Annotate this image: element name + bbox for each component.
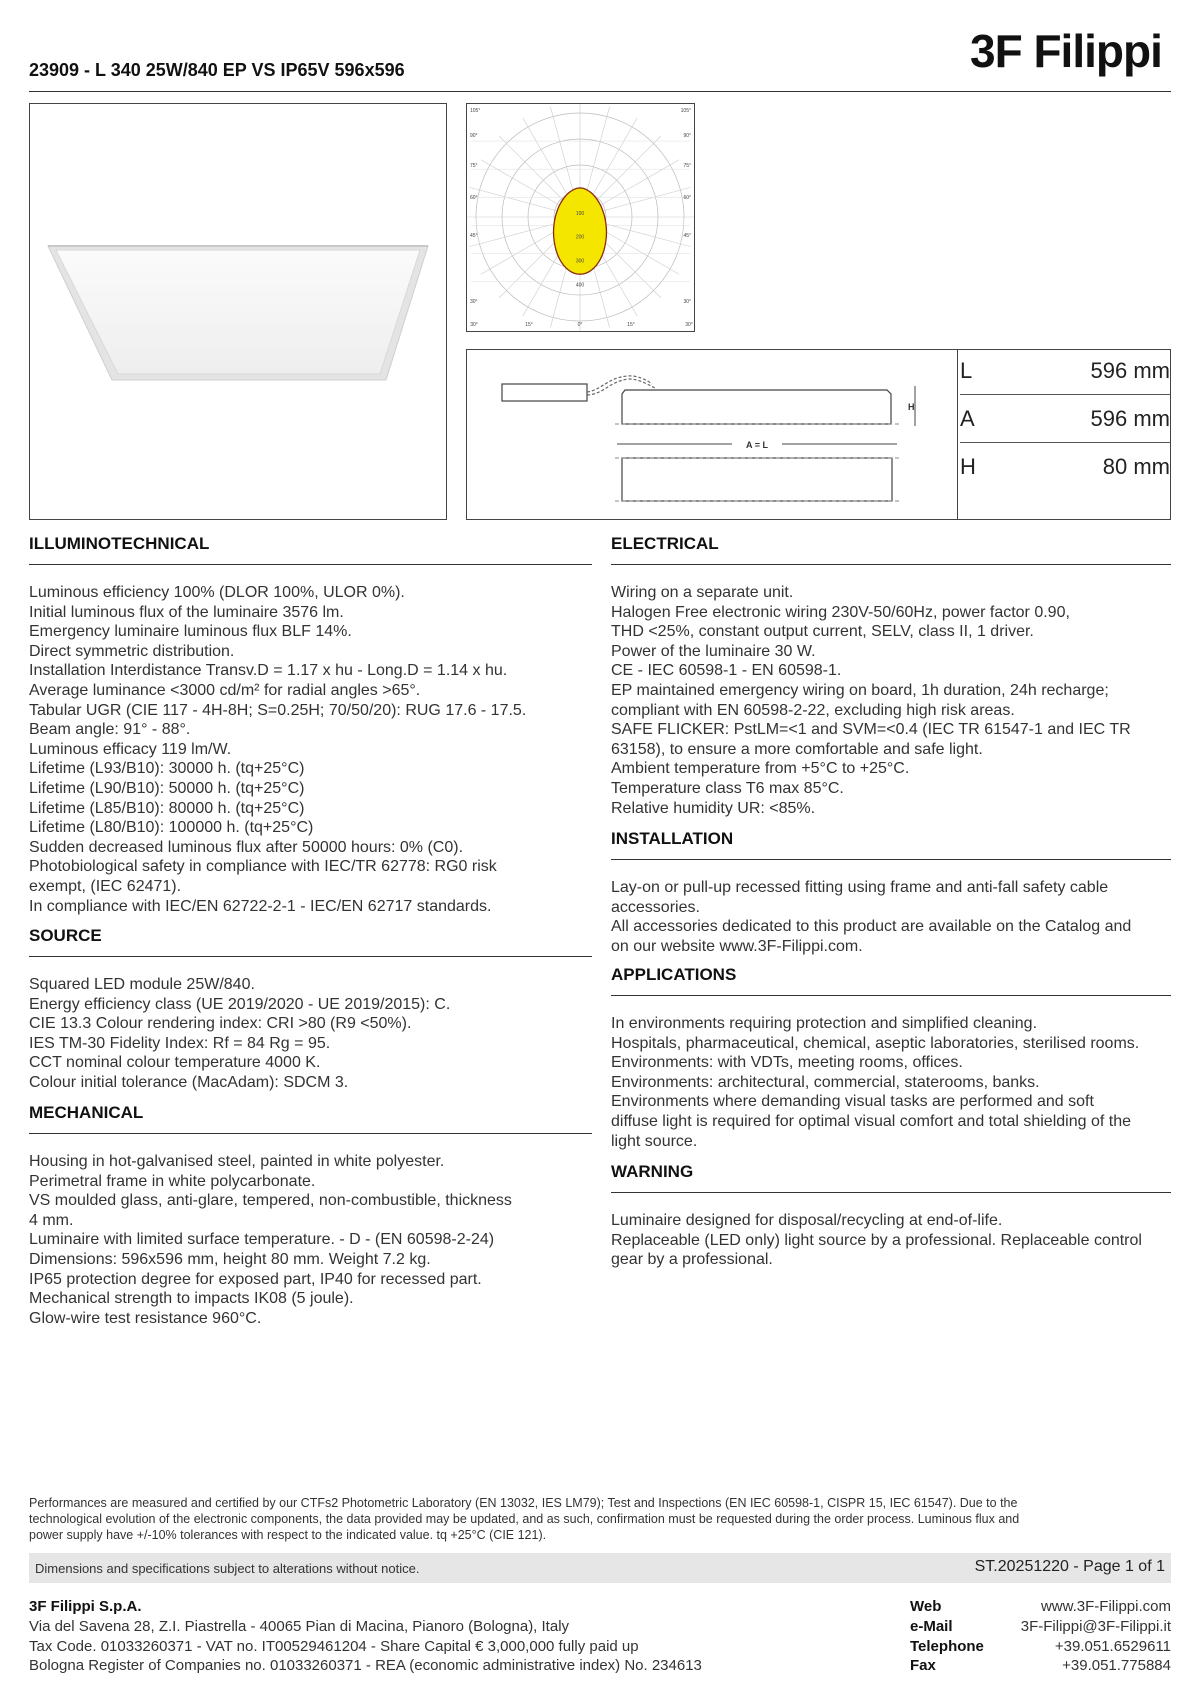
spec-line: Lifetime (L90/B10): 50000 h. (tq+25°C) xyxy=(29,779,305,797)
polar-angle-label: 75° xyxy=(683,163,691,169)
contact-label: Web xyxy=(910,1598,942,1615)
spec-line: Beam angle: 91° - 88°. xyxy=(29,721,191,739)
dimension-row-l xyxy=(960,347,1170,395)
spec-line: Colour initial tolerance (MacAdam): SDCM 3. xyxy=(29,1073,349,1091)
spec-line: 4 mm. xyxy=(29,1211,74,1229)
spec-line: Luminaire designed for disposal/recycling at end-of-life. xyxy=(611,1212,1003,1229)
page-title: 23909 - L 340 25W/840 EP VS IP65V 596x596 xyxy=(29,60,405,80)
polar-chart-frame xyxy=(466,103,695,332)
polar-intensity-chart xyxy=(467,104,694,331)
polar-angle-label: 75° xyxy=(470,163,478,169)
polar-angle-label: 30° xyxy=(683,299,691,305)
spec-line: on our website www.3F-Filippi.com. xyxy=(611,937,863,955)
polar-angle-label: 30° xyxy=(685,322,693,328)
spec-line: Environments: architectural, commercial, staterooms, banks. xyxy=(611,1073,1040,1091)
spec-line: SAFE FLICKER: PstLM=<1 and SVM=<0.4 (IEC TR 61547-1 and IEC TR xyxy=(611,721,1131,739)
spec-line: Ambient temperature from +5°C to +25°C. xyxy=(611,760,910,778)
section-title: WARNING xyxy=(611,1162,1171,1193)
spec-line: 63158), to ensure a more comfortable and safe light. xyxy=(611,740,983,758)
polar-radial-label: 400 xyxy=(575,282,585,289)
spec-line: In compliance with IEC/EN 62722-2-1 - IEC/EN 62717 standards. xyxy=(29,897,492,915)
spec-line: Wiring on a separate unit. xyxy=(611,584,794,601)
contact-label: Fax xyxy=(910,1657,936,1675)
spec-line: All accessories dedicated to this product are available on the Catalog and xyxy=(611,918,1132,936)
spec-line: Lay-on or pull-up recessed fitting using frame and anti-fall safety cable xyxy=(611,879,1109,896)
company-tax: Tax Code. 01033260371 - VAT no. IT00529461204 - Share Capital € 3,000,000 fully paid up xyxy=(29,1637,639,1655)
polar-angle-label: 105° xyxy=(470,108,481,114)
section-body xyxy=(29,583,592,916)
top-view-shape xyxy=(622,458,892,501)
polar-angle-label: 0° xyxy=(577,322,583,328)
section-body xyxy=(611,1014,1171,1151)
spec-line: Squared LED module 25W/840. xyxy=(29,976,255,993)
spec-line: EP maintained emergency wiring on board, 1h duration, 24h recharge; xyxy=(611,681,1109,699)
section-title: SOURCE xyxy=(29,926,592,957)
spec-line: In environments requiring protection and simplified cleaning. xyxy=(611,1015,1038,1032)
spec-line: CIE 13.3 Colour rendering index: CRI >80 (R9 <50%). xyxy=(29,1015,412,1033)
section-title: ELECTRICAL xyxy=(611,534,1171,565)
driver-unit-shape xyxy=(502,384,587,401)
polar-angle-label: 90° xyxy=(470,133,478,139)
polar-angle-label: 15° xyxy=(525,322,533,328)
section-body xyxy=(611,878,1171,956)
side-profile-shape xyxy=(622,390,891,424)
spec-line: Mechanical strength to impacts IK08 (5 joule). xyxy=(29,1290,354,1308)
section-title: ILLUMINOTECHNICAL xyxy=(29,534,592,565)
spec-line: Environments where demanding visual tasks are performed and soft xyxy=(611,1093,1094,1111)
dimension-value: 596 mm xyxy=(1090,405,1170,431)
contact-web xyxy=(910,1597,1171,1617)
contact-fax xyxy=(910,1656,1171,1676)
polar-angle-label: 30° xyxy=(470,322,478,328)
spec-line: Power of the luminaire 30 W. xyxy=(611,642,816,660)
spec-line: Lifetime (L80/B10): 100000 h. (tq+25°C) xyxy=(29,819,314,837)
height-label: H xyxy=(908,402,915,412)
document-reference: ST.20251220 - Page 1 of 1 xyxy=(974,1558,1165,1575)
spec-line: Luminaire with limited surface temperature. - D - (EN 60598-2-24) xyxy=(29,1231,495,1249)
company-address: Via del Savena 28, Z.I. Piastrella - 40065 Pian di Macina, Pianoro (Bologna), Italy xyxy=(29,1617,570,1635)
spec-line: Housing in hot-galvanised steel, painted in white polyester. xyxy=(29,1153,445,1170)
section-body xyxy=(29,1152,592,1328)
spec-line: compliant with EN 60598-2-22, excluding high risk areas. xyxy=(611,701,1015,719)
company-name: 3F Filippi S.p.A. xyxy=(29,1598,142,1615)
dimensions-table xyxy=(960,347,1170,490)
spec-line: Hospitals, pharmaceutical, chemical, aseptic laboratories, sterilised rooms. xyxy=(611,1034,1140,1052)
spec-line: Sudden decreased luminous flux after 50000 hours: 0% (C0). xyxy=(29,838,464,856)
width-label: A = L xyxy=(746,440,768,450)
dimension-row-h xyxy=(960,443,1170,490)
spec-line: Perimetral frame in white polycarbonate. xyxy=(29,1172,316,1190)
section-electrical xyxy=(611,534,1171,818)
spec-line: Installation Interdistance Transv.D = 1.17 x hu - Long.D = 1.14 x hu. xyxy=(29,662,508,680)
section-title: INSTALLATION xyxy=(611,829,1171,860)
spec-line: Temperature class T6 max 85°C. xyxy=(611,779,844,797)
notice-text: Dimensions and specifications subject to alterations without notice. xyxy=(35,1561,420,1576)
spec-line: Glow-wire test resistance 960°C. xyxy=(29,1309,262,1327)
polar-radial-label: 100 xyxy=(575,210,585,217)
section-body xyxy=(611,583,1171,818)
web-link[interactable]: www.3F-Filippi.com xyxy=(1040,1598,1171,1615)
fax-value: +39.051.775884 xyxy=(1062,1657,1171,1675)
spec-line: accessories. xyxy=(611,898,700,916)
spec-line: Luminous efficacy 119 lm/W. xyxy=(29,740,232,758)
section-source xyxy=(29,926,592,1093)
spec-line: Replaceable (LED only) light source by a professional. Replaceable control xyxy=(611,1231,1142,1249)
polar-radial-label: 200 xyxy=(575,234,585,241)
section-title: MECHANICAL xyxy=(29,1103,592,1134)
spec-line: THD <25%, constant output current, SELV, class II, 1 driver. xyxy=(611,623,1034,641)
polar-angle-label: 60° xyxy=(470,195,478,201)
dimension-value: 80 mm xyxy=(1102,453,1170,479)
spec-line: Initial luminous flux of the luminaire 3576 lm. xyxy=(29,603,344,621)
spec-line: Average luminance <3000 cd/m² for radial angles >65°. xyxy=(29,681,421,699)
section-installation xyxy=(611,829,1171,956)
section-applications xyxy=(611,965,1171,1151)
polar-angle-label: 45° xyxy=(683,233,691,239)
dimension-drawing xyxy=(467,350,957,519)
spec-line: gear by a professional. xyxy=(611,1251,773,1269)
spec-line: diffuse light is required for optimal visual comfort and total shielding of the xyxy=(611,1112,1131,1130)
company-register: Bologna Register of Companies no. 01033260371 - REA (economic administrative index) No. 234613 xyxy=(29,1657,702,1675)
footnote-line: technological evolution of the electronic components, the data provided may be updated, and as such, confirmation must be requested during the order process. Luminous flux and xyxy=(29,1512,1020,1526)
spec-line: Emergency luminaire luminous flux BLF 14%. xyxy=(29,623,352,641)
dimension-label: H xyxy=(960,453,976,479)
polar-angle-label: 105° xyxy=(680,108,691,114)
section-body xyxy=(611,1211,1171,1270)
company-info xyxy=(29,1597,702,1676)
polar-angle-label: 30° xyxy=(470,299,478,305)
polar-angle-label: 45° xyxy=(470,233,478,239)
spec-line: VS moulded glass, anti-glare, tempered, non-combustible, thickness xyxy=(29,1192,512,1210)
spec-line: Lifetime (L93/B10): 30000 h. (tq+25°C) xyxy=(29,760,305,778)
contacts-block xyxy=(910,1597,1171,1676)
email-link[interactable]: 3F-Filippi@3F-Filippi.it xyxy=(1020,1617,1171,1635)
product-image xyxy=(30,104,446,519)
spec-line: Lifetime (L85/B10): 80000 h. (tq+25°C) xyxy=(29,799,305,817)
section-title: APPLICATIONS xyxy=(611,965,1171,996)
performance-footnote xyxy=(29,1495,1149,1543)
spec-line: CE - IEC 60598-1 - EN 60598-1. xyxy=(611,662,842,680)
spec-line: Photobiological safety in compliance with IEC/TR 62778: RG0 risk xyxy=(29,858,497,876)
polar-angle-label: 60° xyxy=(683,195,691,201)
spec-line: Environments: with VDTs, meeting rooms, offices. xyxy=(611,1054,963,1072)
spec-line: Halogen Free electronic wiring 230V-50/60Hz, power factor 0.90, xyxy=(611,603,1070,621)
header-divider xyxy=(29,91,1171,92)
brand-logo: 3F Filippi xyxy=(970,25,1162,77)
section-mechanical xyxy=(29,1103,592,1328)
polar-angle-label: 15° xyxy=(627,322,635,328)
spec-line: CCT nominal colour temperature 4000 K. xyxy=(29,1054,321,1072)
spec-line: Energy efficiency class (UE 2019/2020 - UE 2019/2015): C. xyxy=(29,995,451,1013)
product-image-frame xyxy=(29,103,447,520)
spec-line: Dimensions: 596x596 mm, height 80 mm. Weight 7.2 kg. xyxy=(29,1250,431,1268)
dimensions-separator xyxy=(957,350,958,519)
contact-telephone xyxy=(910,1637,1171,1657)
section-body xyxy=(29,975,592,1093)
telephone-value: +39.051.6529611 xyxy=(1054,1637,1171,1655)
dimension-label: A xyxy=(960,405,975,431)
spec-line: IES TM-30 Fidelity Index: Rf = 84 Rg = 95. xyxy=(29,1034,331,1052)
footnote-line: Performances are measured and certified by our CTFs2 Photometric Laboratory (EN 13032, IES LM79); Test and Inspections (EN IEC 60598-1, CISPR 15, IEC 61547). Due to the xyxy=(29,1496,1018,1510)
spec-line: Relative humidity UR: <85%. xyxy=(611,799,816,817)
dimension-label: L xyxy=(960,357,973,383)
notice-bar xyxy=(29,1553,1171,1583)
polar-radial-label: 300 xyxy=(575,258,585,265)
spec-line: exempt, (IEC 62471). xyxy=(29,877,182,895)
section-illuminotechnical xyxy=(29,534,592,916)
contact-email xyxy=(910,1617,1171,1637)
contact-label: Telephone xyxy=(910,1637,984,1655)
footnote-line: power supply have +/-10% tolerances with respect to the indicated value. tq +25°C (CIE 121). xyxy=(29,1528,547,1542)
contact-label: e-Mail xyxy=(910,1617,953,1635)
spec-line: Luminous efficiency 100% (DLOR 100%, ULOR 0%). xyxy=(29,584,405,601)
spec-line: light source. xyxy=(611,1132,698,1150)
spec-line: Direct symmetric distribution. xyxy=(29,642,235,660)
spec-line: Tabular UGR (CIE 117 - 4H-8H; S=0.25H; 70/50/20): RUG 17.6 - 17.5. xyxy=(29,701,527,719)
dimension-value: 596 mm xyxy=(1090,357,1170,383)
spec-line: IP65 protection degree for exposed part, IP40 for recessed part. xyxy=(29,1270,482,1288)
section-warning xyxy=(611,1162,1171,1270)
dimension-row-a xyxy=(960,395,1170,443)
polar-angle-label: 90° xyxy=(683,133,691,139)
cable-line-2 xyxy=(587,379,655,395)
